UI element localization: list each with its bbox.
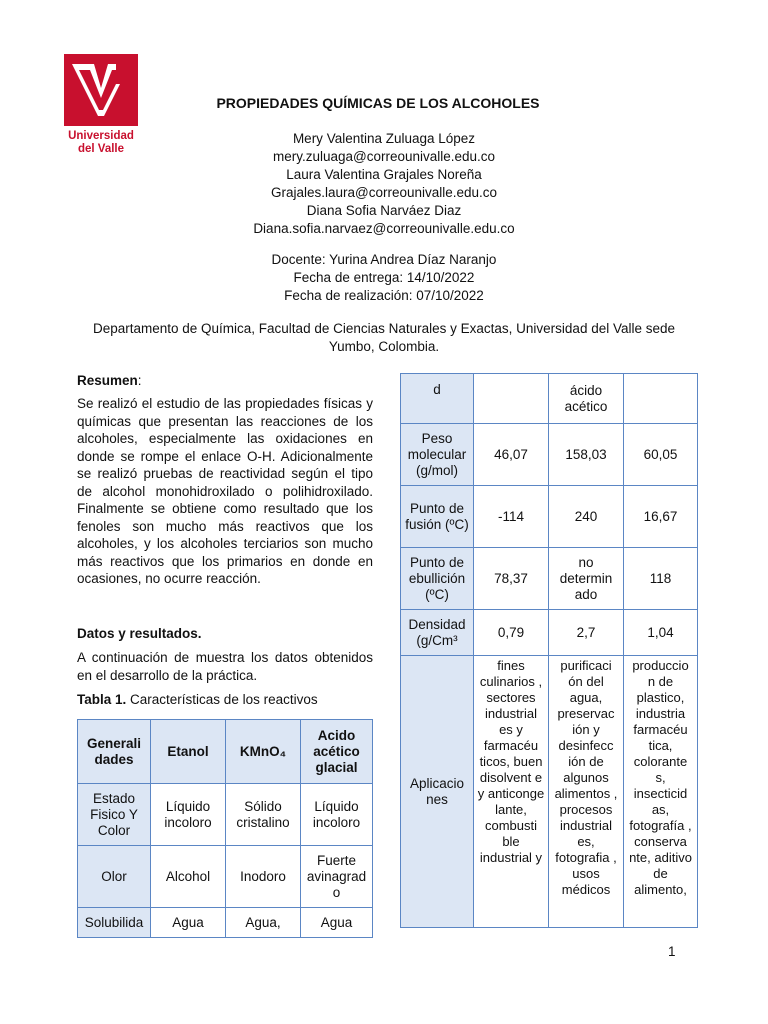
table-cell: 1,04 [624, 610, 698, 656]
table-row [78, 784, 373, 846]
logo-text-line1: Universidad [68, 130, 134, 142]
table-row [401, 424, 698, 486]
page-number: 1 [668, 944, 676, 959]
table1-caption [77, 692, 373, 707]
meta-line: Docente: Yurina Andrea Díaz Naranjo [271, 252, 497, 267]
table-row-header: d [401, 374, 474, 424]
table-cell: Inodoro [226, 846, 301, 908]
table-header-cell: KMnO₄ [226, 720, 301, 784]
author-line: Mery Valentina Zuluaga López [292, 131, 476, 146]
datos-heading: Datos y resultados. [77, 626, 202, 641]
table-header-cell: Acido acético glacial [301, 720, 373, 784]
table-row-header: Punto de fusión (ºC) [401, 486, 474, 548]
table-cell: 78,37 [474, 548, 549, 610]
table-cell: 46,07 [474, 424, 549, 486]
table-row-header: Estado Fisico Y Color [78, 784, 151, 846]
table-header-cell: Generali dades [78, 720, 151, 784]
table-row [78, 846, 373, 908]
table-1-continuation [400, 373, 698, 928]
table-cell: 158,03 [549, 424, 624, 486]
table-cell: Líquido incoloro [151, 784, 226, 846]
table-cell: 240 [549, 486, 624, 548]
authors-block [0, 130, 768, 238]
table-cell: Sólido cristalino [226, 784, 301, 846]
table-cell: produccio n de plastico, industria farmacéu tica, colorante s, insecticid as, fotografía , conserva nte, aditivo de alimento, [624, 656, 698, 928]
table-row [78, 908, 373, 938]
table-cell [474, 374, 549, 424]
table-row [401, 610, 698, 656]
datos-section [77, 626, 373, 707]
table-cell: 118 [624, 548, 698, 610]
table-cell: Agua [301, 908, 373, 938]
table-cell [624, 374, 698, 424]
table-row-header: Olor [78, 846, 151, 908]
table1-caption-text: Características de los reactivos [126, 692, 318, 707]
table-row-header: Aplicacio nes [401, 656, 474, 928]
author-line: Diana.sofia.narvaez@correounivalle.edu.co [253, 221, 515, 236]
table-cell: Fuerte avinagrad o [301, 846, 373, 908]
resumen-section [77, 373, 373, 588]
resumen-heading-line: Resumen: [77, 373, 142, 388]
table-1 [77, 719, 373, 938]
meta-line: Fecha de realización: 07/10/2022 [284, 288, 484, 303]
table-row-header: Solubilida [78, 908, 151, 938]
table-cell: Líquido incoloro [301, 784, 373, 846]
table-cell: ácido acético [549, 374, 624, 424]
author-line: Grajales.laura@correounivalle.edu.co [270, 185, 498, 200]
table-row-header: Densidad (g/Cm³ [401, 610, 474, 656]
table-row [401, 374, 698, 424]
table-cell: -114 [474, 486, 549, 548]
table-row [401, 486, 698, 548]
table1-caption-label: Tabla 1. [77, 692, 127, 707]
table-row-header: Peso molecular (g/mol) [401, 424, 474, 486]
table-cell: fines culinarios , sectores industrial es y farmacéu ticos, buen disolvent e y anticonge lante, combusti ble industrial y [474, 656, 549, 928]
table-cell: 0,79 [474, 610, 549, 656]
meta-line: Fecha de entrega: 14/10/2022 [293, 270, 475, 285]
datos-text: A continuación de muestra los datos obtenidos en el desarrollo de la práctica. [77, 650, 373, 683]
table-row [401, 548, 698, 610]
author-line: mery.zuluaga@correounivalle.edu.co [272, 149, 496, 164]
author-line: Diana Sofia Narváez Diaz [306, 203, 462, 218]
table-row [401, 656, 698, 928]
author-line: Laura Valentina Grajales Noreña [286, 167, 482, 182]
table-cell: 2,7 [549, 610, 624, 656]
univalle-logo-icon [64, 54, 138, 126]
table-cell: Agua, [226, 908, 301, 938]
resumen-text: Se realizó el estudio de las propiedades físicas y químicas que presentan las reacciones de los alcoholes, especialmente las oxidaciones en donde se rompe el enlace O-H. Adicionalmente se realizó pruebas de reactividad según el tipo de alcohol monohidroxilado o polihidroxilado. Finalmente se obtiene como resultado que los fenoles son mucho más reactivos que los alcoholes, y los alcoholes terciarios son mucho más reactivos que los primarios en donde en ocasiones, no ocurre reacción. [77, 396, 373, 586]
table-cell: Alcohol [151, 846, 226, 908]
table-cell: no determin ado [549, 548, 624, 610]
table-cell: 60,05 [624, 424, 698, 486]
meta-block [0, 251, 768, 305]
document-title: PROPIEDADES QUÍMICAS DE LOS ALCOHOLES [216, 95, 540, 111]
table-row-header: Punto de ebullición (ºC) [401, 548, 474, 610]
logo-text-line2: del Valle [77, 143, 125, 155]
table-cell: 16,67 [624, 486, 698, 548]
table-header-cell: Etanol [151, 720, 226, 784]
table-cell: purificaci ón del agua, preservac ión y desinfecc ión de algunos alimentos , procesos industrial es, fotografia , usos médicos [549, 656, 624, 928]
table-cell: Agua [151, 908, 226, 938]
resumen-heading: Resumen [77, 373, 138, 388]
table-header-row [78, 720, 373, 784]
department-affiliation: Departamento de Química, Facultad de Ciencias Naturales y Exactas, Universidad del Valle sede Yumbo, Colombia. [92, 321, 676, 354]
